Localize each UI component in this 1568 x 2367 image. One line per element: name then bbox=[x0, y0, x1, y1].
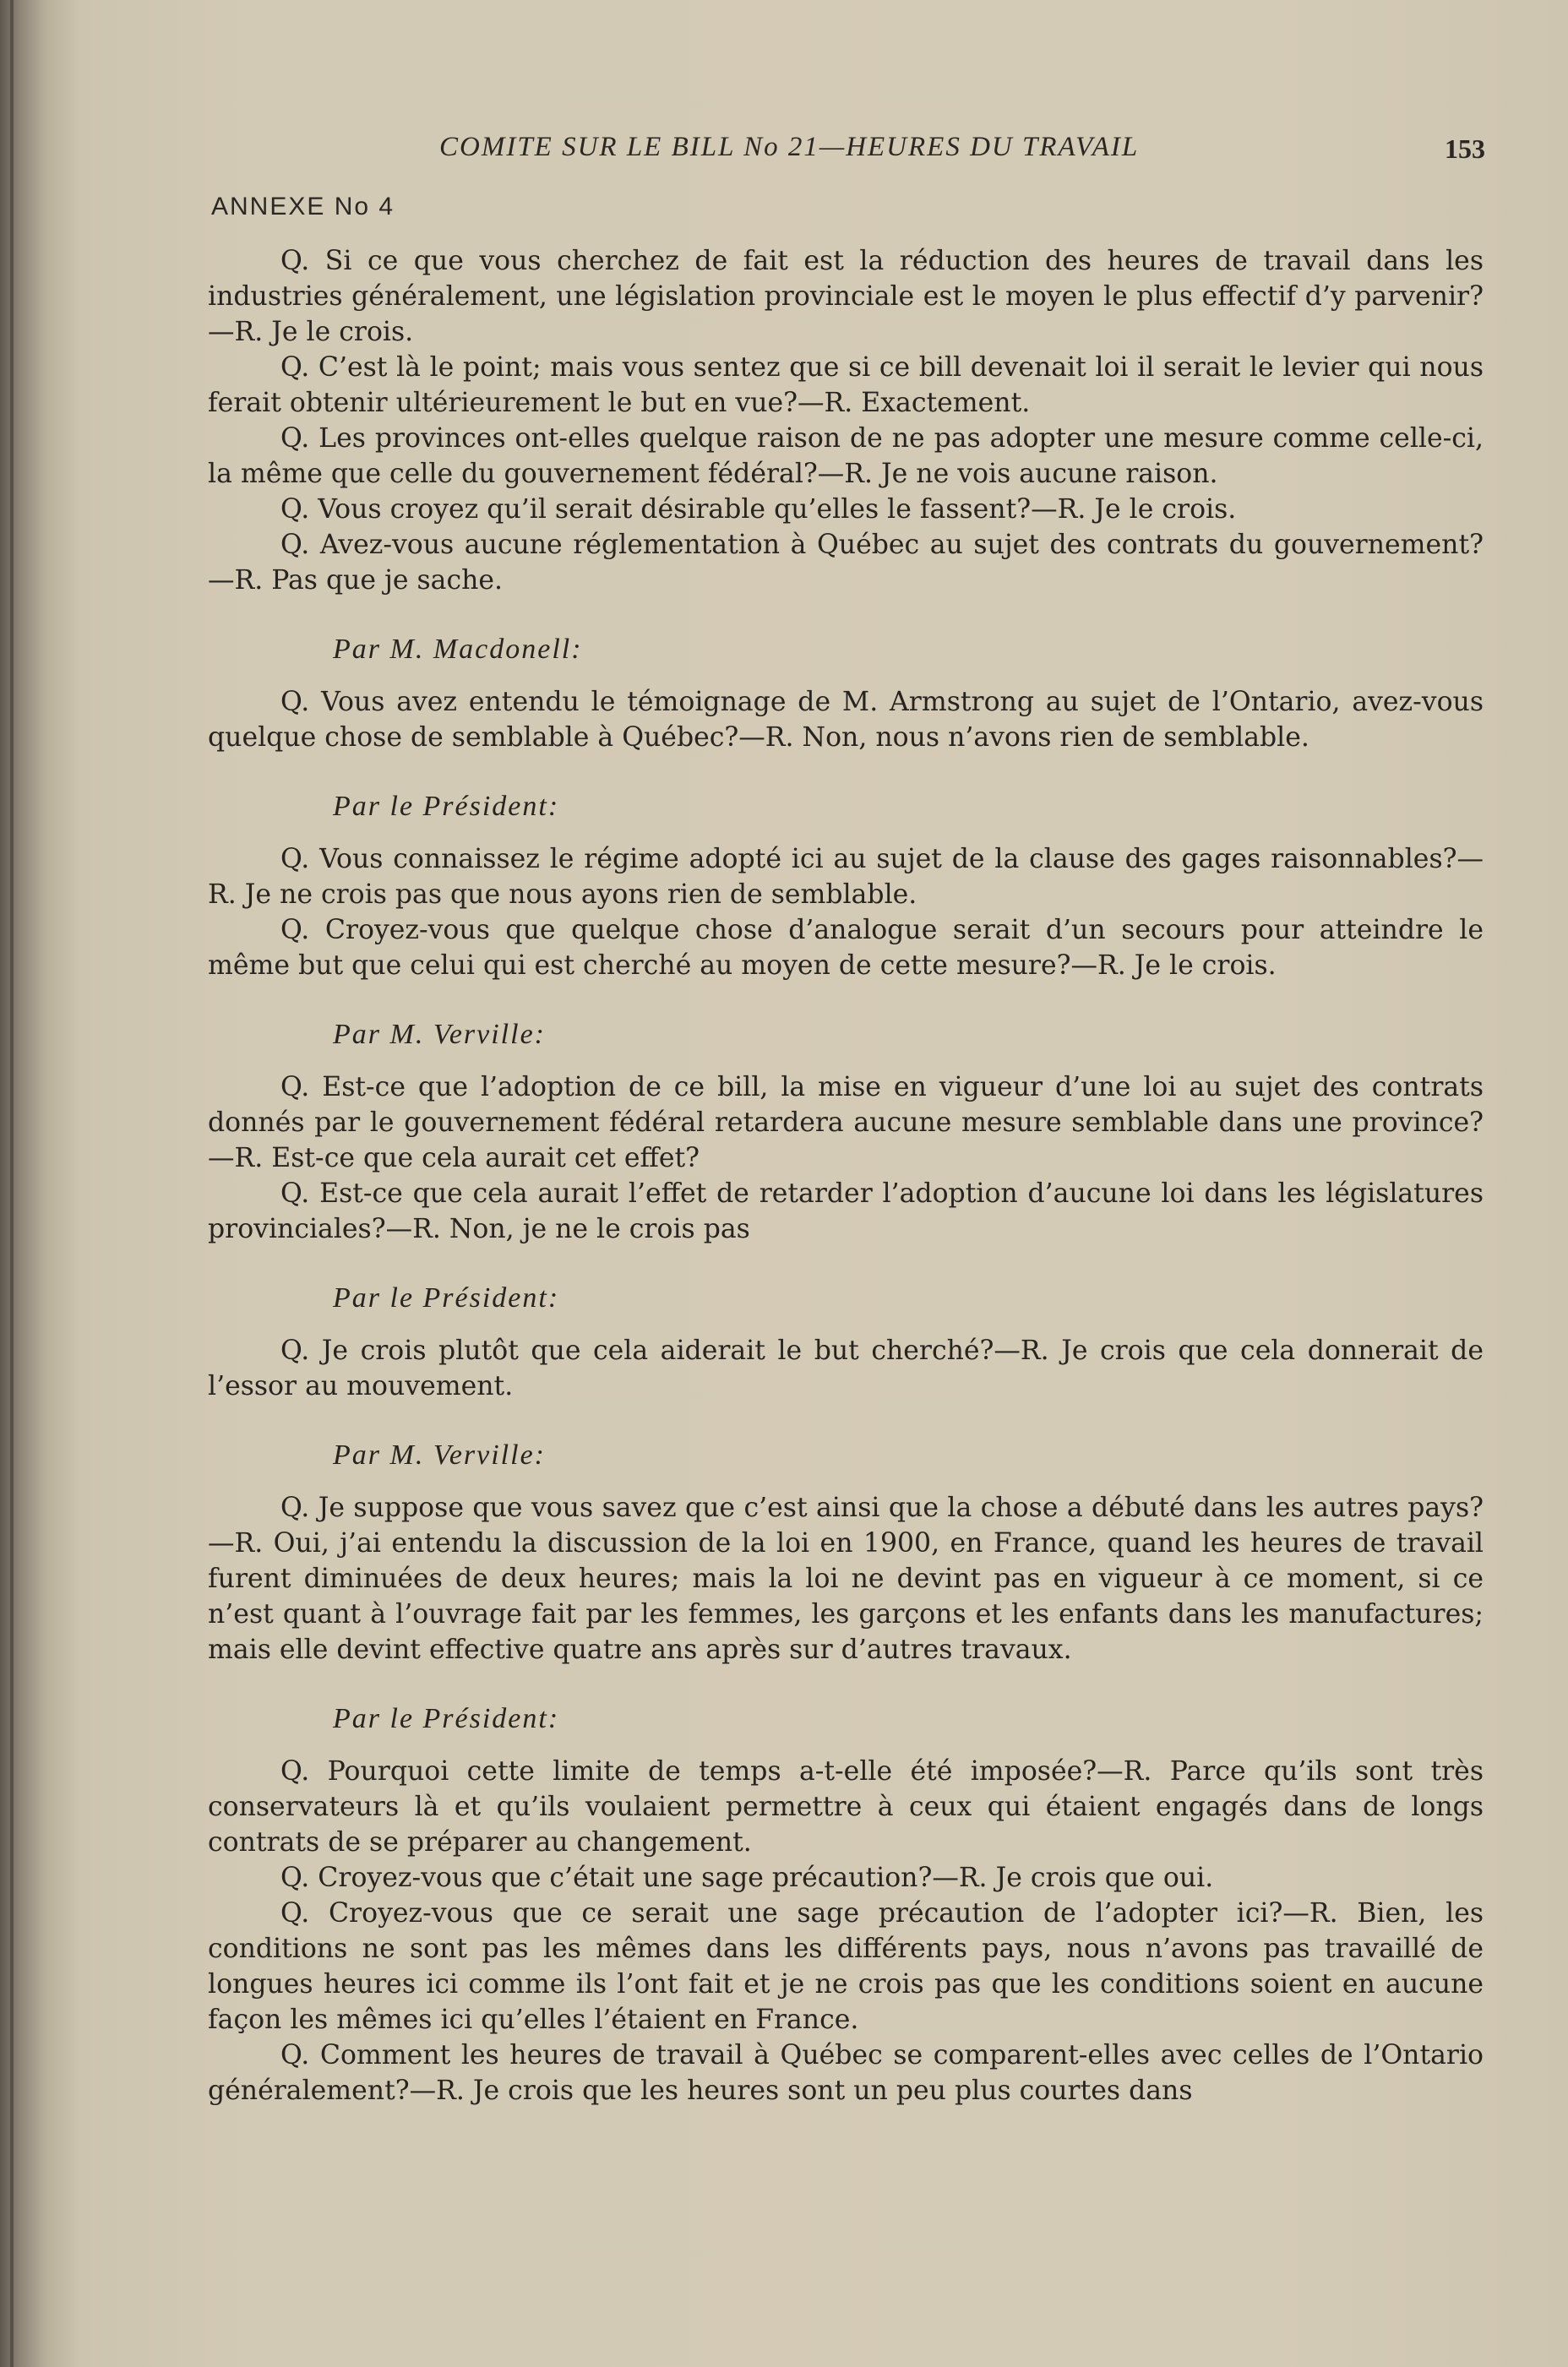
paragraph: Q. Croyez-vous que ce serait une sage précaution de l’adopter ici?—R. Bien, les conditions ne sont pas les mêmes dans les différents pays, nous n’avons pas travaillé de longues heures ici comme ils l’ont fait et je ne crois pas que les conditions soient en aucune façon les mêmes ici qu’elles l’étaient en France. bbox=[208, 1898, 1484, 2035]
binding-gutter bbox=[10, 0, 14, 2367]
paragraph: Q. Avez-vous aucune réglementation à Québec au sujet des contrats du gouvernement?—R. Pas que je sache. bbox=[208, 530, 1484, 596]
paragraph: Q. Je crois plutôt que cela aiderait le but cherché?—R. Je crois que cela donnerait de l’essor au mouvement. bbox=[208, 1336, 1484, 1401]
running-title: COMITE SUR LE BILL No 21—HEURES DU TRAVAIL bbox=[439, 132, 1140, 162]
section-heading: Par M. Verville: bbox=[333, 1439, 546, 1471]
page-number: 153 bbox=[1445, 133, 1485, 164]
paragraph: Q. Pourquoi cette limite de temps a-t-elle été imposée?—R. Parce qu’ils sont très conservateurs là et qu’ils voulaient permettre à ceux qui étaient engagés dans de longs contrats de se préparer au changement. bbox=[208, 1756, 1484, 1858]
section-president-1 bbox=[208, 787, 1484, 983]
section-heading: Par le Président: bbox=[333, 791, 560, 822]
paragraph: Q. C’est là le point; mais vous sentez que si ce bill devenait loi il serait le levier qui nous ferait obtenir ultérieurement le but en vue?—R. Exactement. bbox=[208, 352, 1484, 418]
paragraph: Q. Comment les heures de travail à Québec se comparent-elles avec celles de l’Ontario généralement?—R. Je crois que les heures sont un peu plus courtes dans bbox=[208, 2040, 1484, 2106]
section-opening bbox=[208, 243, 1484, 598]
paragraph: Q. Croyez-vous que quelque chose d’analogue serait d’un secours pour atteindre le même but que celui qui est cherché au moyen de cette mesure?—R. Je le crois. bbox=[208, 915, 1484, 981]
annex-label: ANNEXE No 4 bbox=[211, 193, 395, 220]
section-macdonell bbox=[208, 630, 1484, 755]
paragraph: Q. Si ce que vous cherchez de fait est la réduction des heures de travail dans les industries généralement, une législation provinciale est le moyen le plus effectif d’y parvenir?—R. Je le crois. bbox=[208, 246, 1484, 347]
paragraph: Q. Vous croyez qu’il serait désirable qu’elles le fassent?—R. Je le crois. bbox=[280, 494, 1237, 525]
paragraph: Q. Vous connaissez le régime adopté ici au sujet de la clause des gages raisonnables?—R. Je ne crois pas que nous ayons rien de semblable. bbox=[208, 844, 1484, 910]
paragraph: Q. Est-ce que l’adoption de ce bill, la mise en vigueur d’une loi au sujet des contrats donnés par le gouvernement fédéral retardera aucune mesure semblable dans une province?—R. Est-ce que cela aurait cet effet? bbox=[208, 1072, 1484, 1173]
paragraph: Q. Les provinces ont-elles quelque raison de ne pas adopter une mesure comme celle-ci, la même que celle du gouvernement fédéral?—R. Je ne vois aucune raison. bbox=[208, 423, 1484, 489]
paragraph: Q. Croyez-vous que c’était une sage précaution?—R. Je crois que oui. bbox=[280, 1863, 1214, 1893]
section-heading: Par M. Macdonell: bbox=[333, 634, 583, 665]
document-body bbox=[208, 243, 1484, 2109]
section-heading: Par M. Verville: bbox=[333, 1019, 546, 1050]
section-verville-2 bbox=[208, 1436, 1484, 1668]
paragraph: Q. Est-ce que cela aurait l’effet de retarder l’adoption d’aucune loi dans les législatures provinciales?—R. Non, je ne le crois pas bbox=[208, 1178, 1484, 1244]
paragraph: Q. Je suppose que vous savez que c’est ainsi que la chose a débuté dans les autres pays?—R. Oui, j’ai entendu la discussion de la loi en 1900, en France, quand les heures de travail furent diminuées de deux heures; mais la loi ne devint pas en vigueur à ce moment, si ce n’est quant à l’ouvrage fait par les femmes, les garçons et les enfants dans les manufactures; mais elle devint effective quatre ans après sur d’autres travaux. bbox=[208, 1493, 1484, 1665]
section-heading: Par le Président: bbox=[333, 1282, 560, 1314]
paragraph: Q. Vous avez entendu le témoignage de M. Armstrong au sujet de l’Ontario, avez-vous quelque chose de semblable à Québec?—R. Non, nous n’avons rien de semblable. bbox=[208, 687, 1484, 753]
section-president-2 bbox=[208, 1279, 1484, 1404]
section-verville-1 bbox=[208, 1015, 1484, 1247]
section-president-3 bbox=[208, 1700, 1484, 2109]
section-heading: Par le Président: bbox=[333, 1703, 560, 1734]
